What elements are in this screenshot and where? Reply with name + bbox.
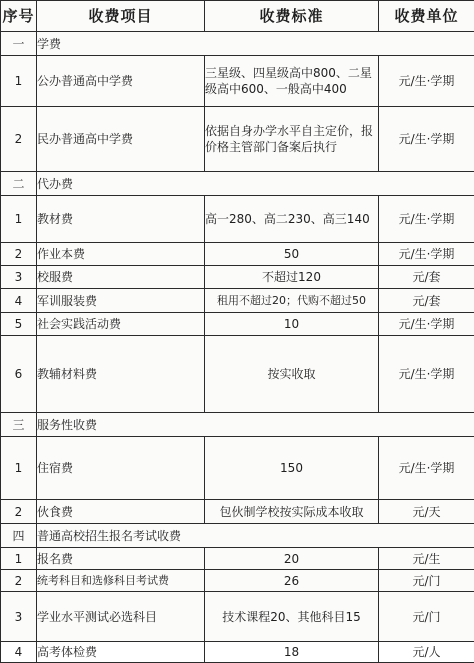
row-fee-standard: 不超过120 xyxy=(205,266,379,289)
row-fee-unit: 元/门 xyxy=(379,570,474,592)
row-fee-unit: 元/生·学期 xyxy=(379,437,474,500)
section-title: 代办费 xyxy=(37,172,474,196)
row-fee-standard: 26 xyxy=(205,570,379,592)
row-fee-item: 学业水平测试必选科目 xyxy=(37,592,205,642)
row-fee-unit: 元/生 xyxy=(379,548,474,570)
row-fee-standard: 10 xyxy=(205,313,379,336)
row-index: 2 xyxy=(1,500,37,524)
row-fee-item: 伙食费 xyxy=(37,500,205,524)
row-fee-standard: 依据自身办学水平自主定价，报价格主管部门备案后执行 xyxy=(205,107,379,172)
table-row xyxy=(1,592,474,642)
row-fee-standard: 技术课程20、其他科目15 xyxy=(205,592,379,642)
row-fee-item: 教辅材料费 xyxy=(37,336,205,413)
row-index: 2 xyxy=(1,243,37,266)
row-fee-item: 民办普通高中学费 xyxy=(37,107,205,172)
row-index: 1 xyxy=(1,196,37,243)
row-index: 2 xyxy=(1,107,37,172)
row-index: 3 xyxy=(1,592,37,642)
row-fee-item: 军训服装费 xyxy=(37,289,205,313)
row-fee-item: 统考科目和选修科目考试费 xyxy=(37,570,205,592)
section-index: 一 xyxy=(1,32,37,56)
table-row xyxy=(1,243,474,266)
row-fee-standard: 20 xyxy=(205,548,379,570)
table-row xyxy=(1,266,474,289)
table-row xyxy=(1,196,474,243)
row-fee-item: 作业本费 xyxy=(37,243,205,266)
header-index: 序号 xyxy=(1,1,37,32)
table-row xyxy=(1,56,474,107)
header-row xyxy=(1,1,474,32)
row-fee-item: 校服费 xyxy=(37,266,205,289)
row-index: 2 xyxy=(1,570,37,592)
row-fee-unit: 元/门 xyxy=(379,592,474,642)
row-index: 4 xyxy=(1,642,37,663)
section-index: 四 xyxy=(1,524,37,548)
row-fee-unit: 元/套 xyxy=(379,266,474,289)
section-title: 服务性收费 xyxy=(37,413,474,437)
row-fee-unit: 元/生·学期 xyxy=(379,243,474,266)
row-fee-item: 高考体检费 xyxy=(37,642,205,663)
row-fee-standard: 包伙制学校按实际成本收取 xyxy=(205,500,379,524)
row-index: 5 xyxy=(1,313,37,336)
section-title: 普通高校招生报名考试收费 xyxy=(37,524,474,548)
row-fee-item: 住宿费 xyxy=(37,437,205,500)
table-row xyxy=(1,289,474,313)
row-index: 6 xyxy=(1,336,37,413)
row-fee-standard: 50 xyxy=(205,243,379,266)
section-row xyxy=(1,524,474,548)
section-index: 三 xyxy=(1,413,37,437)
header-fee-unit: 收费单位 xyxy=(379,1,474,32)
table-row xyxy=(1,500,474,524)
row-fee-standard: 150 xyxy=(205,437,379,500)
row-fee-unit: 元/生·学期 xyxy=(379,336,474,413)
row-fee-unit: 元/生·学期 xyxy=(379,196,474,243)
table-row xyxy=(1,642,474,663)
header-fee-standard: 收费标准 xyxy=(205,1,379,32)
row-index: 1 xyxy=(1,548,37,570)
row-fee-item: 报名费 xyxy=(37,548,205,570)
section-row xyxy=(1,413,474,437)
row-fee-item: 教材费 xyxy=(37,196,205,243)
row-fee-standard: 18 xyxy=(205,642,379,663)
header-fee-item: 收费项目 xyxy=(37,1,205,32)
table-row xyxy=(1,548,474,570)
row-fee-standard: 按实收取 xyxy=(205,336,379,413)
row-fee-standard: 租用不超过20；代购不超过50 xyxy=(205,289,379,313)
row-index: 1 xyxy=(1,56,37,107)
table-row xyxy=(1,437,474,500)
row-fee-unit: 元/天 xyxy=(379,500,474,524)
row-index: 3 xyxy=(1,266,37,289)
section-index: 二 xyxy=(1,172,37,196)
table-row xyxy=(1,570,474,592)
row-fee-unit: 元/套 xyxy=(379,289,474,313)
table-row xyxy=(1,107,474,172)
table-row xyxy=(1,336,474,413)
section-row xyxy=(1,32,474,56)
row-fee-unit: 元/生·学期 xyxy=(379,313,474,336)
row-index: 1 xyxy=(1,437,37,500)
section-row xyxy=(1,172,474,196)
row-fee-item: 社会实践活动费 xyxy=(37,313,205,336)
row-fee-standard: 高一280、高二230、高三140 xyxy=(205,196,379,243)
table-row xyxy=(1,313,474,336)
row-index: 4 xyxy=(1,289,37,313)
section-title: 学费 xyxy=(37,32,474,56)
row-fee-unit: 元/人 xyxy=(379,642,474,663)
row-fee-standard: 三星级、四星级高中800、二星级高中600、一般高中400 xyxy=(205,56,379,107)
row-fee-unit: 元/生·学期 xyxy=(379,56,474,107)
row-fee-item: 公办普通高中学费 xyxy=(37,56,205,107)
row-fee-unit: 元/生·学期 xyxy=(379,107,474,172)
